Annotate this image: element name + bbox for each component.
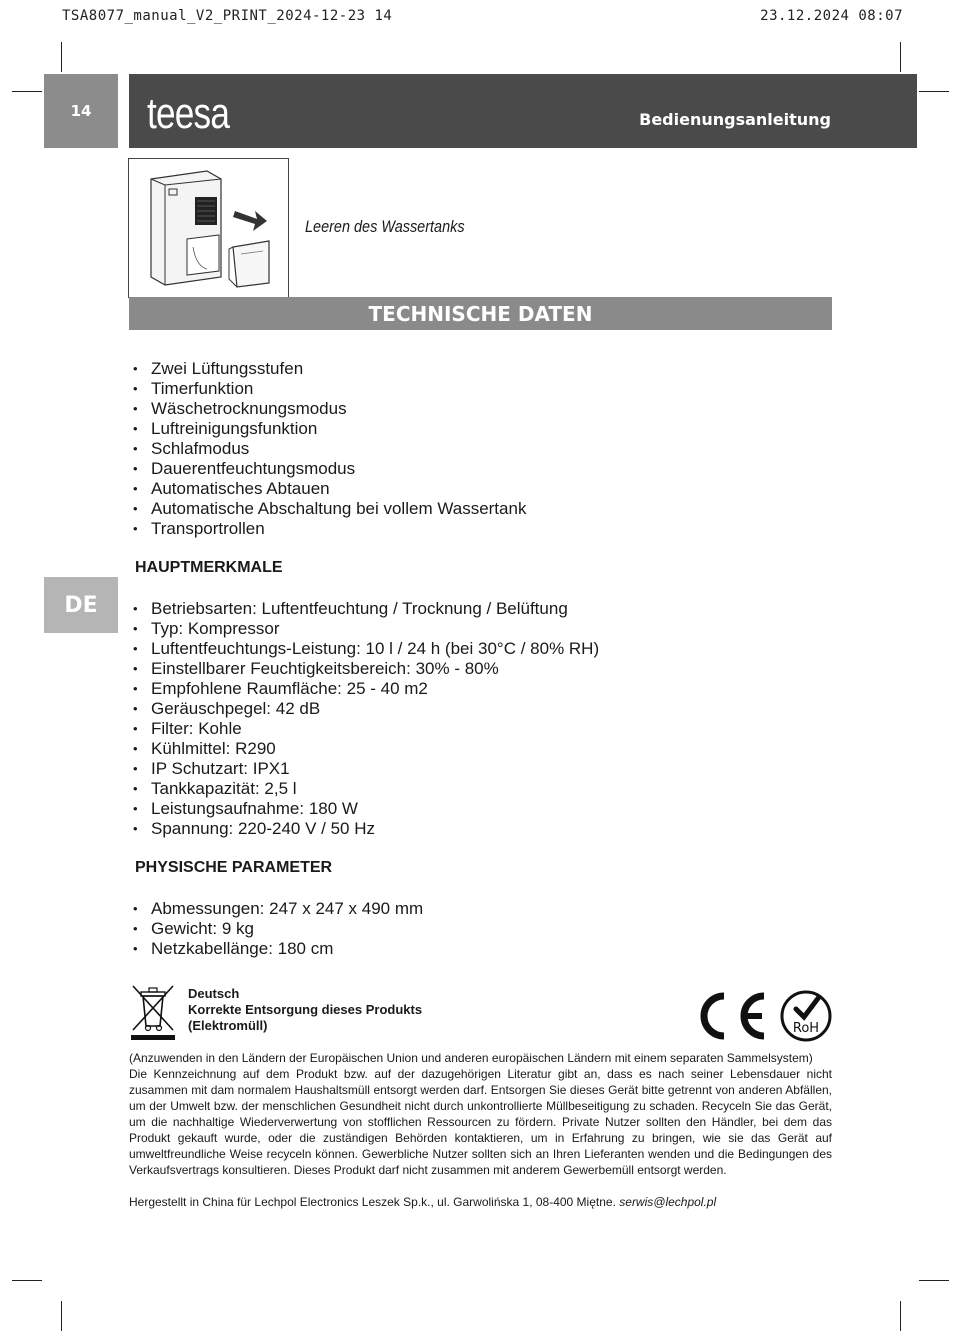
brand-logo: teesa [147,89,230,138]
disposal-title: Korrekte Entsorgung dieses Produkts [188,1002,423,1017]
list-item: • Leistungsaufnahme: 180 W [133,799,599,819]
list-item: • Gewicht: 9 kg [133,919,423,939]
disposal-text [129,1050,832,1178]
list-item: • Transportrollen [133,519,526,539]
crop-mark [900,42,901,72]
print-header-right: 23.12.2024 08:07 [760,8,903,24]
dehumidifier-icon [129,159,288,297]
manufacturer-text: Hergestellt in China für Lechpol Electronics Leszek Sp.k., ul. Garwolińska 1, 08-400 Miętne. [129,1195,616,1209]
print-header-left: TSA8077_manual_V2_PRINT_2024-12-23 14 [62,8,393,24]
figure-caption: Leeren des Wassertanks [305,217,465,236]
list-item: • Wäschetrocknungsmodus [133,399,526,419]
list-item: • Typ: Kompressor [133,619,599,639]
main-features-list [133,599,599,839]
disposal-heading [188,986,422,1034]
list-item: • Spannung: 220-240 V / 50 Hz [133,819,599,839]
header-bar [129,74,917,148]
list-item: • Tankkapazität: 2,5 l [133,779,599,799]
list-item: • Zwei Lüftungsstufen [133,359,526,379]
list-item: • Abmessungen: 247 x 247 x 490 mm [133,899,423,919]
features-list [133,359,526,539]
weee-bin-icon [129,982,177,1042]
list-item: • Timerfunktion [133,379,526,399]
ce-mark-icon [690,988,770,1044]
crop-mark [61,1301,62,1331]
crop-mark [61,42,62,72]
list-item: • Geräuschpegel: 42 dB [133,699,599,719]
rohs-icon [779,989,833,1043]
list-item: • Luftreinigungsfunktion [133,419,526,439]
page-number: 14 [44,74,118,148]
list-item: • IP Schutzart: IPX1 [133,759,599,779]
crop-mark [12,91,42,92]
list-item: • Kühlmittel: R290 [133,739,599,759]
list-item: • Empfohlene Raumfläche: 25 - 40 m2 [133,679,599,699]
physical-list [133,899,423,959]
list-item: • Automatisches Abtauen [133,479,526,499]
list-item: • Filter: Kohle [133,719,599,739]
manufacturer-footer [129,1195,716,1209]
crop-mark [919,1280,949,1281]
crop-mark [12,1280,42,1281]
header-title: Bedienungsanleitung [639,110,831,129]
list-item: • Dauerentfeuchtungsmodus [133,459,526,479]
disposal-body: Die Kennzeichnung auf dem Produkt bzw. auf der dazugehörigen Literatur gibt an, dass es nach seiner Lebensdauer nicht zusammen mit dam normalem Haushaltsmüll entsorgt werden darf. Entsorgen Sie dieses Gerät bitte getrennt von anderen Abfällen, um der Umwelt bzw. der menschlichen Gesundheit nicht durch unkontrollierte Müllbeseitigung zu schaden. Recyceln Sie das Gerät, um die nachhaltige Wiederverwertung von stofflichen Ressourcen zu fördern. Private Nutzer sollten den Händler, bei dem das Produkt gekauft wurde, oder die zuständigen Behörden kontaktieren, um in Erfahrung zu bringen, wie sie das Gerät auf umweltfreundliche Weise recyceln können. Gewerbliche Nutzer sollten sich an Ihren Lieferanten wenden und die Bedingungen des Verkaufsvertrags konsultieren. Dieses Produkt darf nicht zusammen mit anderem Gewerbemüll entsorgt werden. [129,1067,832,1177]
language-tab: DE [44,577,118,633]
crop-mark [900,1301,901,1331]
rohs-label: RoH [792,1021,820,1036]
physical-heading: PHYSISCHE PARAMETER [135,859,333,876]
disposal-subtitle: (Elektromüll) [188,1018,268,1033]
disposal-language: Deutsch [188,986,240,1001]
section-title: TECHNISCHE DATEN [129,297,832,330]
main-features-heading: HAUPTMERKMALE [135,559,283,576]
list-item: • Betriebsarten: Luftentfeuchtung / Trocknung / Belüftung [133,599,599,619]
list-item: • Netzkabellänge: 180 cm [133,939,423,959]
list-item: • Schlafmodus [133,439,526,459]
list-item: • Automatische Abschaltung bei vollem Wassertank [133,499,526,519]
disposal-intro: (Anzuwenden in den Ländern der Europäischen Union und anderen europäischen Ländern mit einem separaten Sammelsystem) [129,1051,813,1065]
crop-mark [919,91,949,92]
service-email[interactable]: serwis@lechpol.pl [619,1195,717,1209]
water-tank-illustration [128,158,289,298]
list-item: • Luftentfeuchtungs-Leistung: 10 l / 24 h (bei 30°C / 80% RH) [133,639,599,659]
list-item: • Einstellbarer Feuchtigkeitsbereich: 30% - 80% [133,659,599,679]
